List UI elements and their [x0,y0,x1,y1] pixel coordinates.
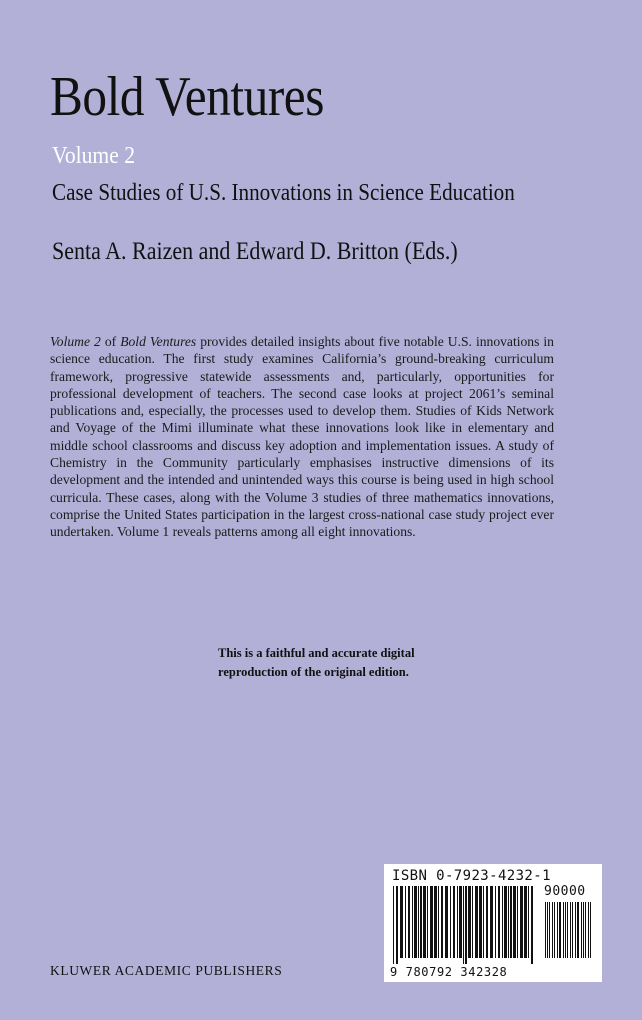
barcode-bar [475,886,478,958]
isbn-number: ISBN 0-7923-4232-1 [392,868,551,884]
barcode-bar [585,902,586,958]
barcode-bar [459,886,462,958]
barcode-bar [549,902,550,958]
volume-label: Volume 2 [52,143,136,169]
barcode-bar [563,902,564,958]
barcode-bar [483,886,484,958]
barcode-bar [517,886,518,958]
publisher-name: KLUWER ACADEMIC PUBLISHERS [50,963,283,978]
barcode-bar [545,902,546,958]
barcode-bar [567,902,568,958]
barcode-bar [498,886,500,958]
barcode-bar [430,886,433,958]
barcode-bar [565,902,566,958]
barcode-bar [427,886,428,958]
book-subtitle: Case Studies of U.S. Innovations in Science Education [52,180,515,206]
barcode-bar [465,886,467,964]
barcode-bar [588,902,589,958]
barcode-bar [405,886,406,958]
barcode-bar [450,886,451,958]
barcode-bar [504,886,507,958]
barcode-bar [420,886,422,958]
barcode-bar [423,886,426,958]
barcode-bar [524,886,527,958]
price-addon-digits: 90000 [544,884,586,899]
barcode-bar [590,902,591,958]
barcode-bar [583,902,584,958]
barcode-bar [490,886,493,958]
description-body: provides detailed insights about five notable U.S. innovations in science education. The first study examines California’s ground-breaking curriculum framework, progressive statewide assessments and, particularly, opportunities for professional development of teachers. The second case looks at project 2061’s seminal publications and, especially, the processes used to develop them. Studies of Kids Network and Voyage of the Mimi illuminate what these innovations look like in elementary and middle school classrooms and discuss key adoption and implementation issues. A study of Chemistry in the Community particularly emphasises instructive dimensions of its development and the intended and unintended ways this course is being used in high school curricula. These cases, along with the Volume 3 studies of three mathematics innovations, comprise the United States participation in the largest cross-national case study project ever undertaken. Volume 1 reveals patterns among all eight innovations. [50,334,554,540]
barcode-bar [468,886,471,958]
barcode-bar [445,886,448,958]
barcode-bar [495,886,496,958]
description-italic-volume: Volume 2 [50,334,101,349]
barcode-bar [502,886,503,958]
barcode-bar [570,902,571,958]
barcode-bar [393,886,394,964]
barcode-bar [414,886,417,958]
barcode-bar [463,886,464,964]
barcode-bar [554,902,555,958]
barcode-bar [577,902,579,958]
barcode-bar [438,886,439,958]
barcode-bar [575,902,576,958]
ean-digits: 9 780792 342328 [390,965,508,979]
barcode-bar [486,886,488,958]
barcode-bar [457,886,458,958]
ean-barcode [392,886,535,964]
book-title: Bold Ventures [50,66,324,128]
barcode-bar [418,886,419,958]
barcode-bar [508,886,509,958]
barcode-bar [572,902,573,958]
addon-barcode [544,902,594,964]
barcode-bar [479,886,482,958]
barcode-bar [581,902,582,958]
barcode-bar [528,886,529,958]
barcode-bar [396,886,398,964]
barcode-bar [441,886,443,958]
description-italic-title: Bold Ventures [120,334,197,349]
barcode-bar [510,886,512,958]
barcode-bar [552,902,553,958]
barcode-bar [408,886,410,958]
barcode-bar [531,886,533,964]
description-connector: of [100,334,121,349]
book-description [50,333,554,541]
editors-line: Senta A. Raizen and Edward D. Britton (Eds.) [52,238,458,265]
barcode-bar [513,886,516,958]
barcode-bar [547,902,548,958]
barcode-bar [472,886,473,958]
barcode-bar [412,886,413,958]
reproduction-note: This is a faithful and accurate digital reproduction of the original edition. [218,646,415,679]
barcode-bar [453,886,455,958]
barcode-bar [557,902,558,958]
barcode-bar [434,886,437,958]
barcode-bar [520,886,523,958]
barcode-bar [559,902,561,958]
barcode-bar [400,886,403,958]
barcode-panel [384,864,602,982]
